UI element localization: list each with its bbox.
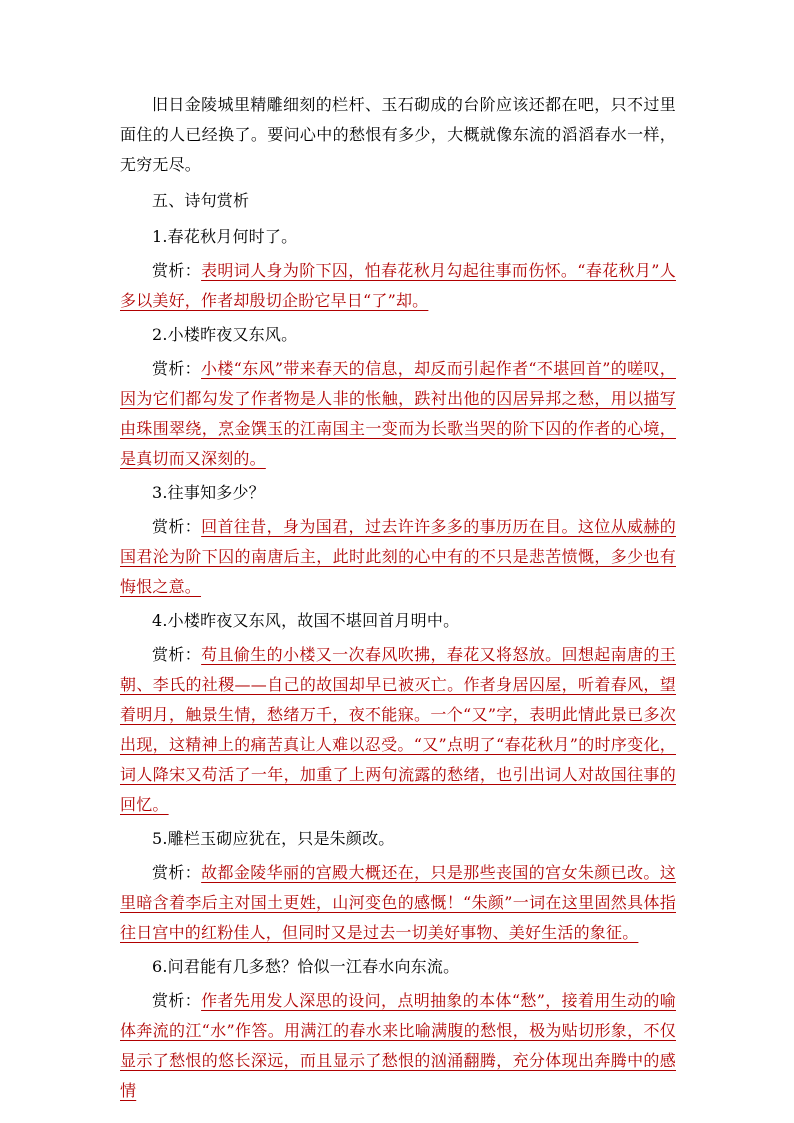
question-4: 4.小楼昨夜又东风，故国不堪回首月明中。 <box>152 611 460 630</box>
answer-5 <box>120 858 676 948</box>
answer-label: 赏析： <box>152 359 202 378</box>
answer-label: 赏析： <box>152 863 202 882</box>
question-5: 5.雕栏玉砌应犹在，只是朱颜改。 <box>152 829 395 848</box>
answer-6 <box>120 986 676 1106</box>
intro-paragraph: 旧日金陵城里精雕细刻的栏杆、玉石砌成的台阶应该还都在吧，只不过里面住的人已经换了。要问心中的愁恨有多少，大概就像东流的滔滔春水一样，无穷无尽。 <box>120 95 676 174</box>
question-6: 6.问君能有几多愁？恰似一江春水向东流。 <box>152 957 460 976</box>
question-3: 3.往事知多少？ <box>152 483 265 502</box>
answer-text: 小楼“东风”带来春天的信息，却反而引起作者“不堪回首”的嗟叹，因为它们都勾发了作者物是人非的怅触，跌衬出他的囚居异邦之愁，用以描写由珠围翠绕，烹金馔玉的江南国主一变而为长歌当哭的阶下囚的作者的心境，是真切而又深刻的。 <box>120 359 676 468</box>
answer-label: 赏析： <box>152 645 202 664</box>
answer-label: 赏析： <box>152 517 202 536</box>
answer-text: 回首往昔，身为国君，过去许许多多的事历历在目。这位从威赫的国君沦为阶下囚的南唐后主，此时此刻的心中有的不只是悲苦愤慨，多少也有悔恨之意。 <box>120 517 676 596</box>
answer-4 <box>120 640 676 820</box>
answer-text: 表明词人身为阶下囚，怕春花秋月勾起往事而伤怀。“春花秋月”人多以美好，作者却殷切企盼它早日“了”却。 <box>120 261 676 310</box>
answer-text: 作者先用发人深思的设问，点明抽象的本体“愁”，接着用生动的喻体奔流的江“水”作答。用满江的春水来比喻满腹的愁恨，极为贴切形象，不仅显示了愁恨的悠长深远，而且显示了愁恨的汹涌翻腾，充分体现出奔腾中的感情 <box>120 991 676 1100</box>
answer-text: 苟且偷生的小楼又一次春风吹拂，春花又将怒放。回想起南唐的王朝、李氏的社稷——自己的故国却早已被灭亡。作者身居囚屋，听着春风，望着明月，触景生情，愁绪万千，夜不能寐。一个“又”字，表明此情此景已多次出现，这精神上的痛苦真让人难以忍受。“又”点明了“春花秋月”的时序变化，词人降宋又苟活了一年，加重了上两句流露的愁绪，也引出词人对故国往事的回忆。 <box>120 645 676 814</box>
answer-label: 赏析： <box>152 261 202 280</box>
answer-text: 故都金陵华丽的宫殿大概还在，只是那些丧国的宫女朱颜已改。这里暗含着李后主对国土更姓，山河变色的感慨！“朱颜”一词在这里固然具体指往日宫中的红粉佳人，但同时又是过去一切美好事物、美好生活的象征。 <box>120 863 676 942</box>
answer-2 <box>120 354 676 474</box>
document-page <box>120 90 676 1110</box>
answer-1 <box>120 256 676 316</box>
question-1: 1.春花秋月何时了。 <box>152 227 298 246</box>
question-2: 2.小楼昨夜又东风。 <box>152 325 298 344</box>
section-title: 五、诗句赏析 <box>152 191 250 210</box>
answer-3 <box>120 512 676 602</box>
answer-label: 赏析： <box>152 991 202 1010</box>
